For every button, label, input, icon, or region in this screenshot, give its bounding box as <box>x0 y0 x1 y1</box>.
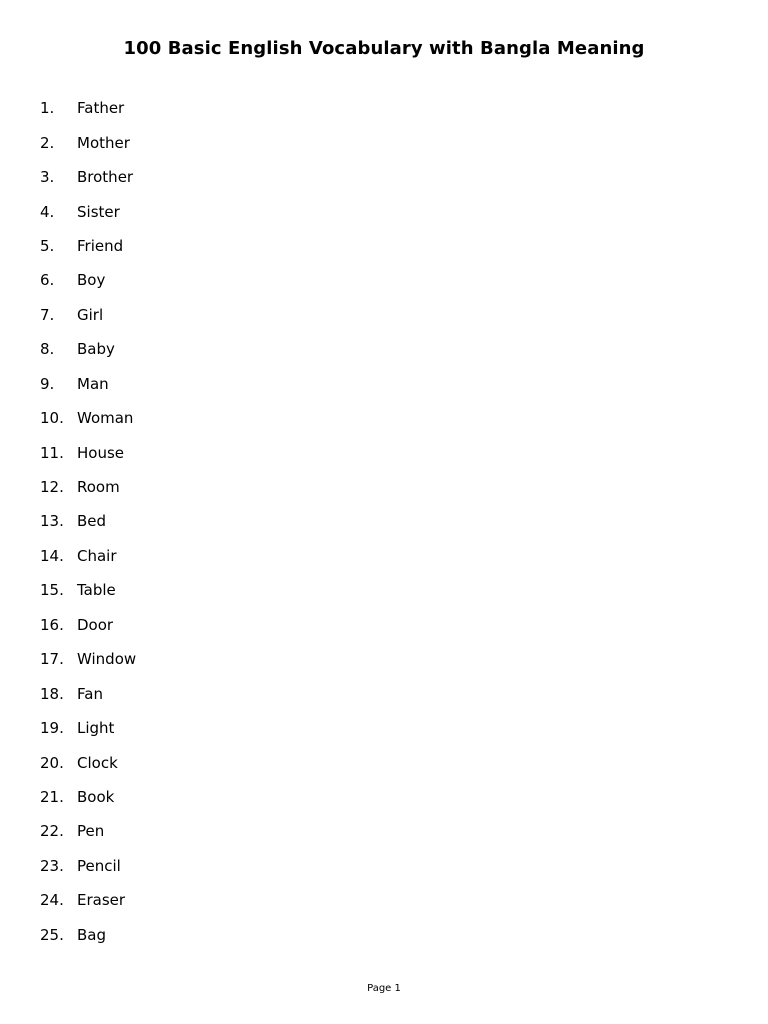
entry-word: Fan <box>77 684 103 703</box>
entry-number: 13. <box>40 512 64 531</box>
list-item <box>40 367 740 401</box>
entry-number: 9. <box>40 374 55 393</box>
entry-number: 23. <box>40 856 64 875</box>
list-item <box>40 194 740 228</box>
list-item <box>40 160 740 194</box>
entry-number: 7. <box>40 305 55 324</box>
entry-number: 11. <box>40 443 64 462</box>
entry-word: Girl <box>77 305 104 324</box>
list-item <box>40 849 740 883</box>
list-item <box>40 745 740 779</box>
list-item <box>40 918 740 952</box>
entry-number: 21. <box>40 787 64 806</box>
entry-number: 4. <box>40 202 55 221</box>
list-item <box>40 470 740 504</box>
entry-word: Door <box>77 615 114 634</box>
entry-number: 18. <box>40 684 64 703</box>
entry-word: Window <box>77 650 137 669</box>
entry-number: 24. <box>40 891 64 910</box>
entry-number: 10. <box>40 409 64 428</box>
vocabulary-list <box>40 91 740 952</box>
entry-word: Man <box>77 374 109 393</box>
entry-word: Pencil <box>77 856 121 875</box>
entry-number: 22. <box>40 822 64 841</box>
entry-number: 20. <box>40 753 64 772</box>
entry-word: Room <box>77 478 120 497</box>
entry-word: House <box>77 443 125 462</box>
entry-number: 16. <box>40 615 64 634</box>
entry-number: 5. <box>40 236 55 255</box>
list-item <box>40 125 740 159</box>
list-item <box>40 298 740 332</box>
list-item <box>40 263 740 297</box>
list-item <box>40 504 740 538</box>
entry-word: Sister <box>77 202 120 221</box>
entry-number: 1. <box>40 99 55 118</box>
entry-word: Light <box>77 719 115 738</box>
entry-word: Clock <box>77 753 118 772</box>
entry-number: 6. <box>40 271 55 290</box>
entry-number: 19. <box>40 719 64 738</box>
entry-word: Table <box>77 581 116 600</box>
entry-word: Father <box>77 99 125 118</box>
list-item <box>40 91 740 125</box>
document-title: 100 Basic English Vocabulary with Bangla Meaning <box>123 38 645 59</box>
entry-word: Woman <box>77 409 134 428</box>
list-item <box>40 814 740 848</box>
entry-word: Brother <box>77 168 134 187</box>
list-item <box>40 642 740 676</box>
entry-number: 12. <box>40 478 64 497</box>
list-item <box>40 608 740 642</box>
list-item <box>40 401 740 435</box>
entry-word: Chair <box>77 546 117 565</box>
entry-word: Baby <box>77 340 115 359</box>
list-item <box>40 435 740 469</box>
entry-word: Bed <box>77 512 107 531</box>
entry-number: 14. <box>40 546 64 565</box>
list-item <box>40 332 740 366</box>
entry-word: Mother <box>77 133 130 152</box>
list-item <box>40 539 740 573</box>
entry-number: 8. <box>40 340 55 359</box>
entry-word: Pen <box>77 822 105 841</box>
entry-word: Bag <box>77 925 107 944</box>
list-item <box>40 573 740 607</box>
list-item <box>40 676 740 710</box>
entry-word: Boy <box>77 271 106 290</box>
entry-word: Eraser <box>77 891 126 910</box>
list-item <box>40 883 740 917</box>
entry-word: Friend <box>77 236 124 255</box>
entry-number: 17. <box>40 650 64 669</box>
list-item <box>40 229 740 263</box>
entry-number: 25. <box>40 925 64 944</box>
entry-number: 3. <box>40 168 55 187</box>
list-item <box>40 711 740 745</box>
entry-number: 2. <box>40 133 55 152</box>
page-number: Page 1 <box>367 983 401 994</box>
list-item <box>40 780 740 814</box>
entry-number: 15. <box>40 581 64 600</box>
entry-word: Book <box>77 787 115 806</box>
